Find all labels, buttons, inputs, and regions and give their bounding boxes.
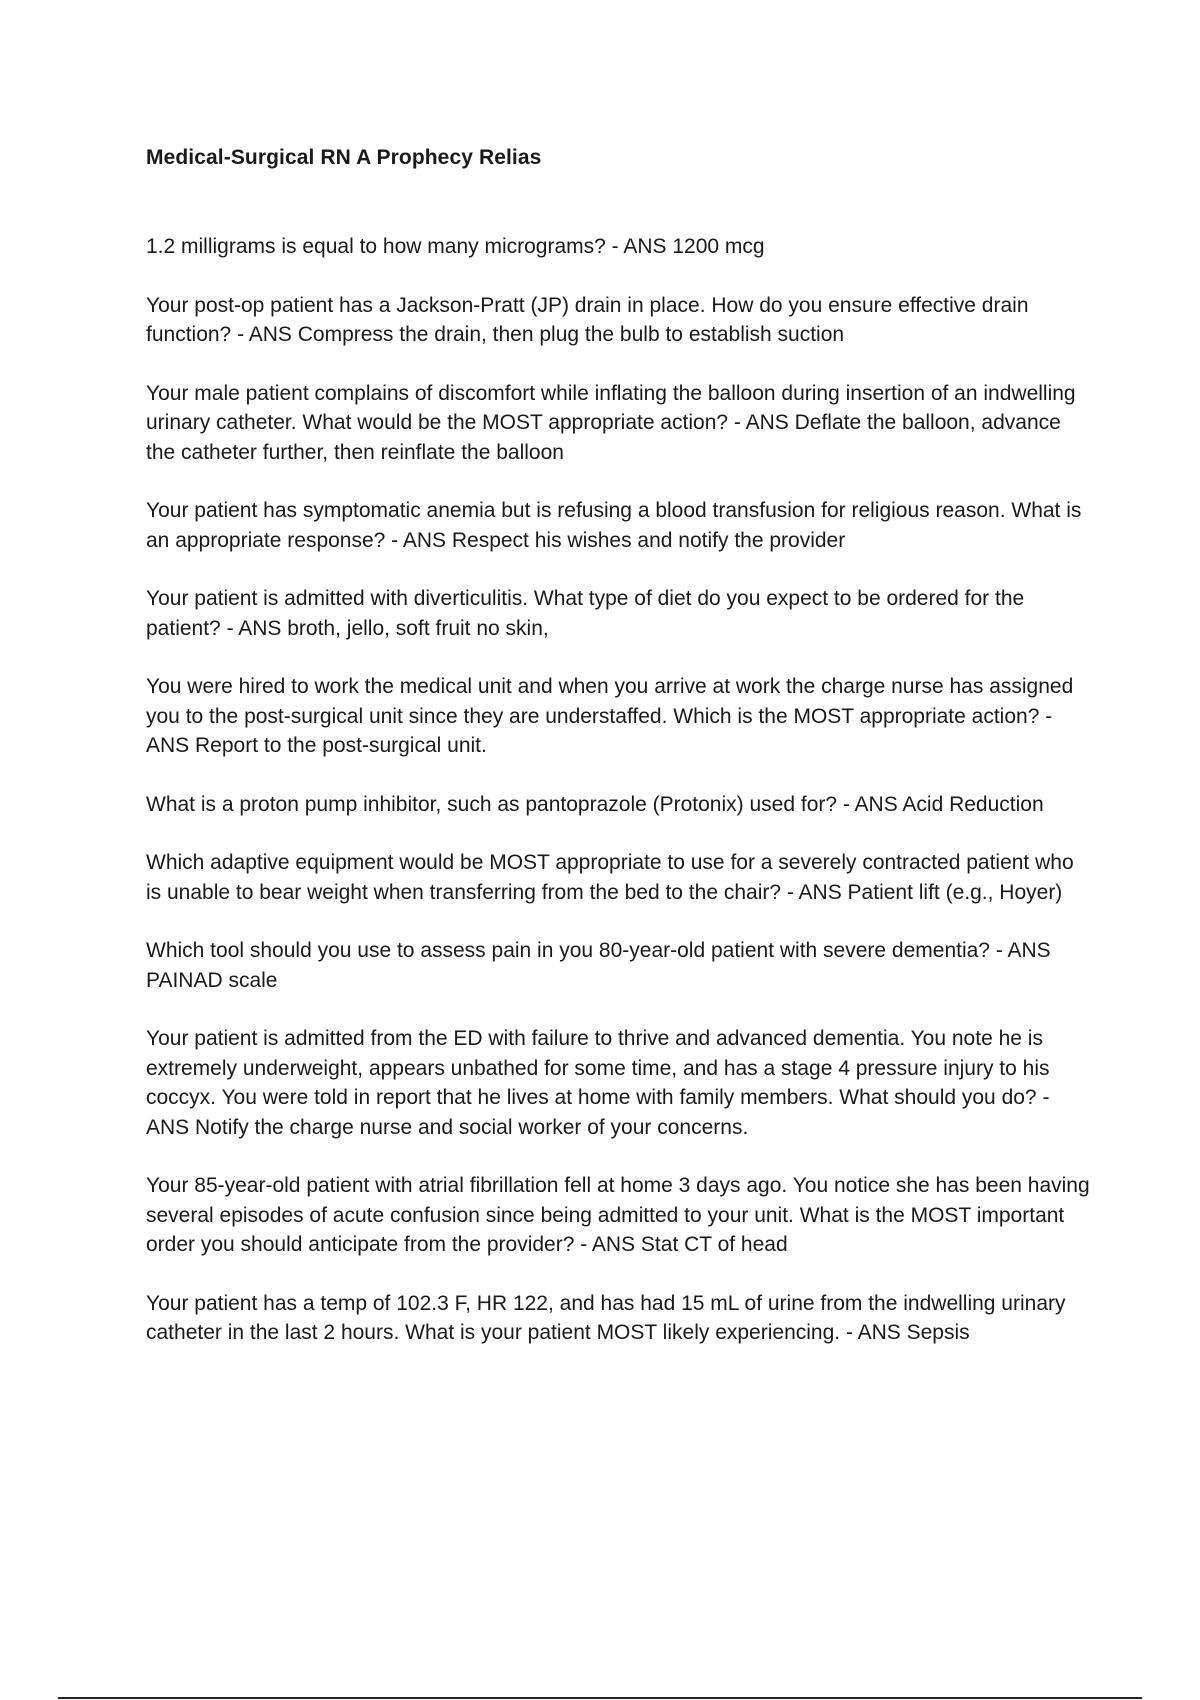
question-answer-list: [146, 232, 1091, 1377]
qa-item: 1.2 milligrams is equal to how many micrograms? - ANS 1200 mcg: [146, 235, 765, 258]
qa-item: Your patient has symptomatic anemia but is refusing a blood transfusion for religious reason. What is an appropriate response? - ANS Respect his wishes and notify the provider: [146, 499, 1082, 552]
qa-item: Your 85-year-old patient with atrial fibrillation fell at home 3 days ago. You notice she has been having several episodes of acute confusion since being admitted to your unit. What is the MOST important order you should anticipate from the provider? - ANS Stat CT of head: [146, 1174, 1090, 1256]
document-title: Medical-Surgical RN A Prophecy Relias: [146, 146, 542, 169]
qa-item: Your patient is admitted from the ED with failure to thrive and advanced dementia. You note he is extremely underweight, appears unbathed for some time, and has a stage 4 pressure injury to his coccyx. You were told in report that he lives at home with family members. What should you do? - ANS Notify the charge nurse and social worker of your concerns.: [146, 1027, 1050, 1139]
qa-item: Your patient is admitted with diverticulitis. What type of diet do you expect to be ordered for the patient? - ANS broth, jello, soft fruit no skin,: [146, 587, 1025, 640]
qa-item: Which adaptive equipment would be MOST appropriate to use for a severely contracted patient who is unable to bear weight when transferring from the bed to the chair? - ANS Patient lift (e.g., Hoyer): [146, 851, 1074, 904]
qa-item: Your patient has a temp of 102.3 F, HR 122, and has had 15 mL of urine from the indwelling urinary catheter in the last 2 hours. What is your patient MOST likely experiencing. - ANS Sepsis: [146, 1291, 1066, 1344]
qa-item: Your male patient complains of discomfort while inflating the balloon during insertion of an indwelling urinary catheter. What would be the MOST appropriate action? - ANS Deflate the balloon, advance the catheter further, then reinflate the balloon: [146, 381, 1076, 464]
footer-divider: [58, 1697, 1142, 1699]
qa-item: You were hired to work the medical unit and when you arrive at work the charge nurse has assigned you to the post-surgical unit since they are understaffed. Which is the MOST appropriate action? - ANS Report to the post-surgical unit.: [146, 675, 1074, 757]
qa-item: Which tool should you use to assess pain in you 80-year-old patient with severe dementia? - ANS PAINAD scale: [146, 939, 1051, 992]
qa-item: What is a proton pump inhibitor, such as pantoprazole (Protonix) used for? - ANS Acid Reduction: [146, 792, 1044, 816]
qa-item: Your post-op patient has a Jackson-Pratt (JP) drain in place. How do you ensure effective drain function? - ANS Compress the drain, then plug the bulb to establish suction: [146, 293, 1029, 346]
